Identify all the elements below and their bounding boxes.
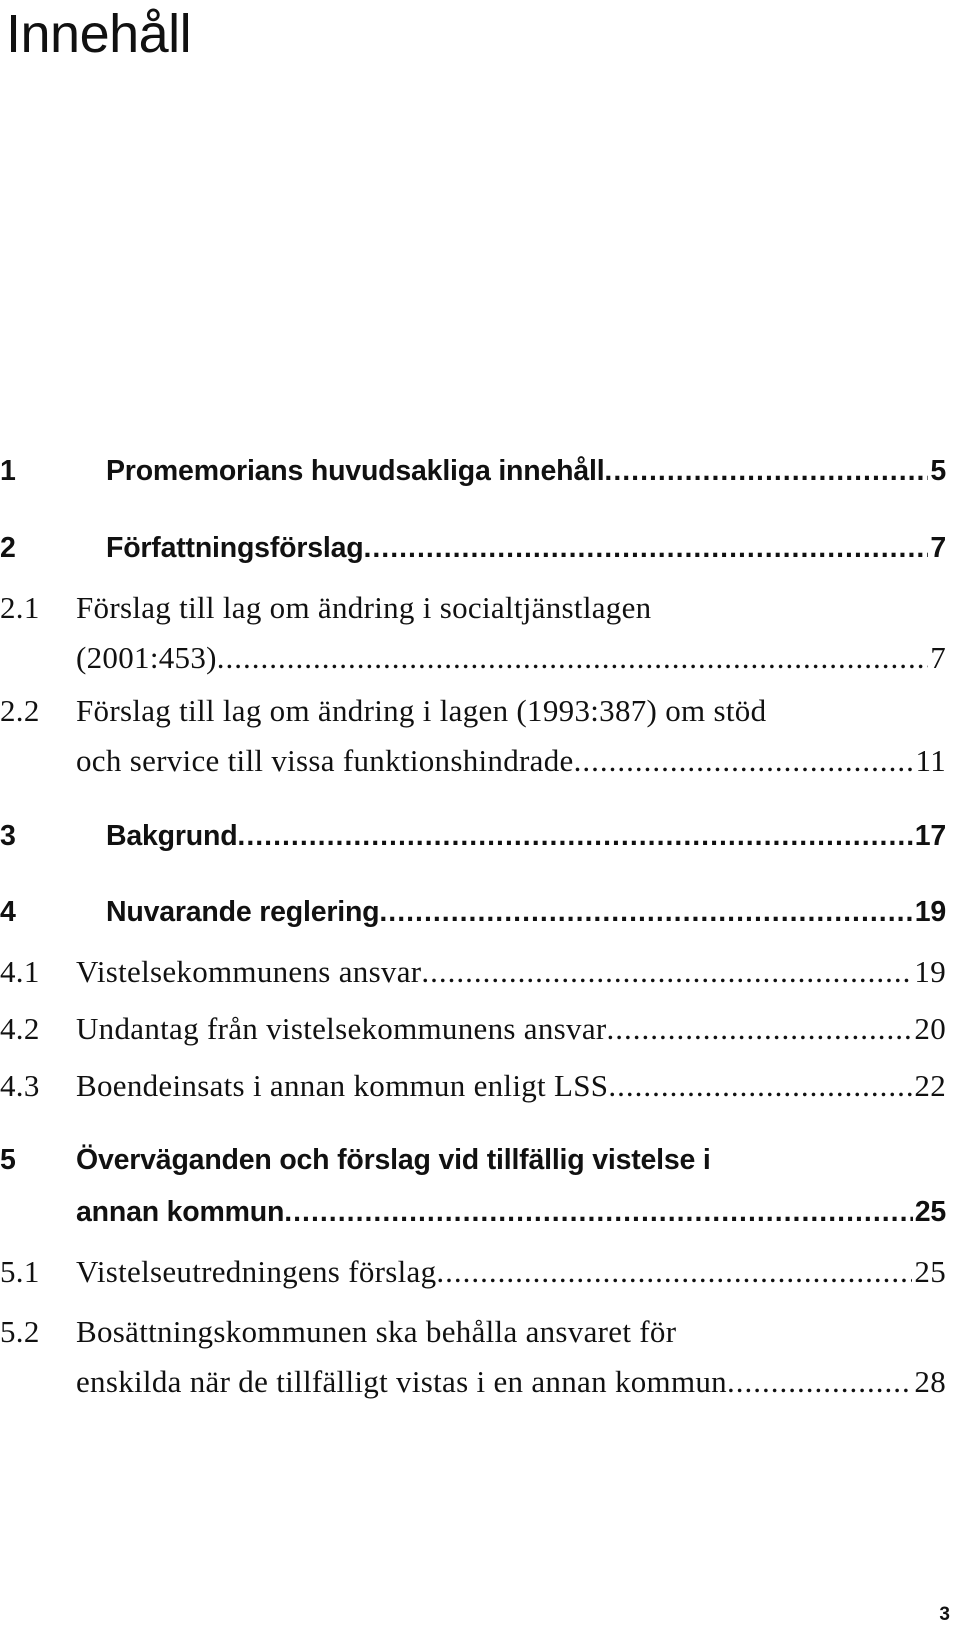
dot-leader	[727, 1364, 912, 1400]
toc-entry-title: Bosättningskommunen ska behålla ansvaret för	[76, 1314, 677, 1349]
dot-leader	[363, 532, 928, 565]
page-number: 3	[939, 1604, 950, 1625]
toc-entry-title: Förslag till lag om ändring i socialtjänstlagen	[76, 590, 652, 625]
toc-entry-title-continued: annan kommun	[76, 1196, 285, 1228]
page-title: Innehåll	[6, 4, 192, 64]
toc-entry-number: 4.2	[0, 1011, 40, 1046]
toc-entry-page: 25	[914, 1196, 946, 1228]
toc-entry-page: 17	[914, 820, 946, 852]
toc-entry-5-1[interactable]	[0, 1254, 946, 1304]
toc-entry-4[interactable]	[0, 896, 946, 946]
toc-entry-page: 28	[914, 1364, 946, 1399]
dot-leader	[608, 1068, 912, 1104]
dot-leader	[421, 954, 912, 990]
toc-entry-title-continued: enskilda när de tillfälligt vistas i en annan kommun	[76, 1364, 727, 1399]
toc-entry-5-line2[interactable]	[76, 1196, 946, 1246]
toc-entry-title-continued: och service till vissa funktionshindrade	[76, 743, 574, 778]
toc-entry-title: Undantag från vistelsekommunens ansvar	[76, 1011, 607, 1046]
toc-entry-title: Nuvarande reglering	[106, 896, 380, 928]
dot-leader	[379, 896, 912, 929]
toc-entry-title: Förslag till lag om ändring i lagen (1993:387) om stöd	[76, 693, 767, 728]
toc-entry-number: 4.3	[0, 1068, 40, 1103]
toc-entry-2-2-line2[interactable]	[0, 743, 946, 793]
toc-entry-4-1[interactable]	[0, 954, 946, 1004]
toc-entry-number: 2.2	[0, 693, 40, 728]
dot-leader	[574, 743, 914, 779]
toc-entry-4-3[interactable]	[0, 1068, 946, 1118]
toc-entry-number: 2	[0, 532, 16, 564]
toc-entry-title: Bakgrund	[106, 820, 238, 852]
toc-entry-5-2-line2[interactable]	[76, 1364, 946, 1414]
toc-entry-page: 19	[914, 954, 946, 989]
dot-leader	[284, 1196, 912, 1229]
toc-entry-2[interactable]	[0, 532, 946, 582]
toc-entry-title: Vistelseutredningens förslag	[76, 1254, 437, 1289]
toc-entry-title: Vistelsekommunens ansvar	[76, 954, 422, 989]
dot-leader	[604, 455, 928, 488]
toc-entry-5-line1[interactable]	[0, 1144, 946, 1194]
toc-entry-number: 3	[0, 820, 16, 852]
toc-entry-page: 25	[914, 1254, 946, 1289]
toc-entry-title: Överväganden och förslag vid tillfällig vistelse i	[76, 1144, 711, 1176]
toc-entry-page: 5	[930, 455, 946, 487]
toc-entry-number: 4.1	[0, 954, 40, 989]
toc-entry-number: 1	[0, 455, 16, 487]
toc-entry-page: 22	[914, 1068, 946, 1103]
toc-entry-2-2-line1[interactable]	[0, 693, 946, 743]
toc-entry-4-2[interactable]	[0, 1011, 946, 1061]
toc-entry-number: 5	[0, 1144, 16, 1176]
toc-entry-page: 7	[930, 640, 946, 675]
dot-leader	[237, 820, 912, 853]
toc-entry-1[interactable]	[0, 455, 946, 505]
dot-leader	[436, 1254, 912, 1290]
toc-entry-5-2-line1[interactable]	[0, 1314, 946, 1364]
toc-entry-title-continued: (2001:453)	[76, 640, 217, 675]
toc-entry-title: Boendeinsats i annan kommun enligt LSS	[76, 1068, 609, 1103]
toc-entry-page: 19	[914, 896, 946, 928]
toc-entry-2-1-line2[interactable]	[0, 640, 946, 690]
dot-leader	[607, 1011, 913, 1047]
toc-entry-page: 7	[930, 532, 946, 564]
toc-entry-number: 5.1	[0, 1254, 40, 1289]
toc-entry-number: 4	[0, 896, 16, 928]
toc-entry-page: 20	[914, 1011, 946, 1046]
toc-entry-page: 11	[915, 743, 946, 778]
dot-leader	[217, 640, 928, 676]
toc-entry-title: Författningsförslag	[106, 532, 364, 564]
toc-entry-number: 2.1	[0, 590, 40, 625]
toc-entry-2-1-line1[interactable]	[0, 590, 946, 640]
toc-entry-number: 5.2	[0, 1314, 40, 1349]
toc-entry-3[interactable]	[0, 820, 946, 870]
toc-entry-title: Promemorians huvudsakliga innehåll	[106, 455, 605, 487]
